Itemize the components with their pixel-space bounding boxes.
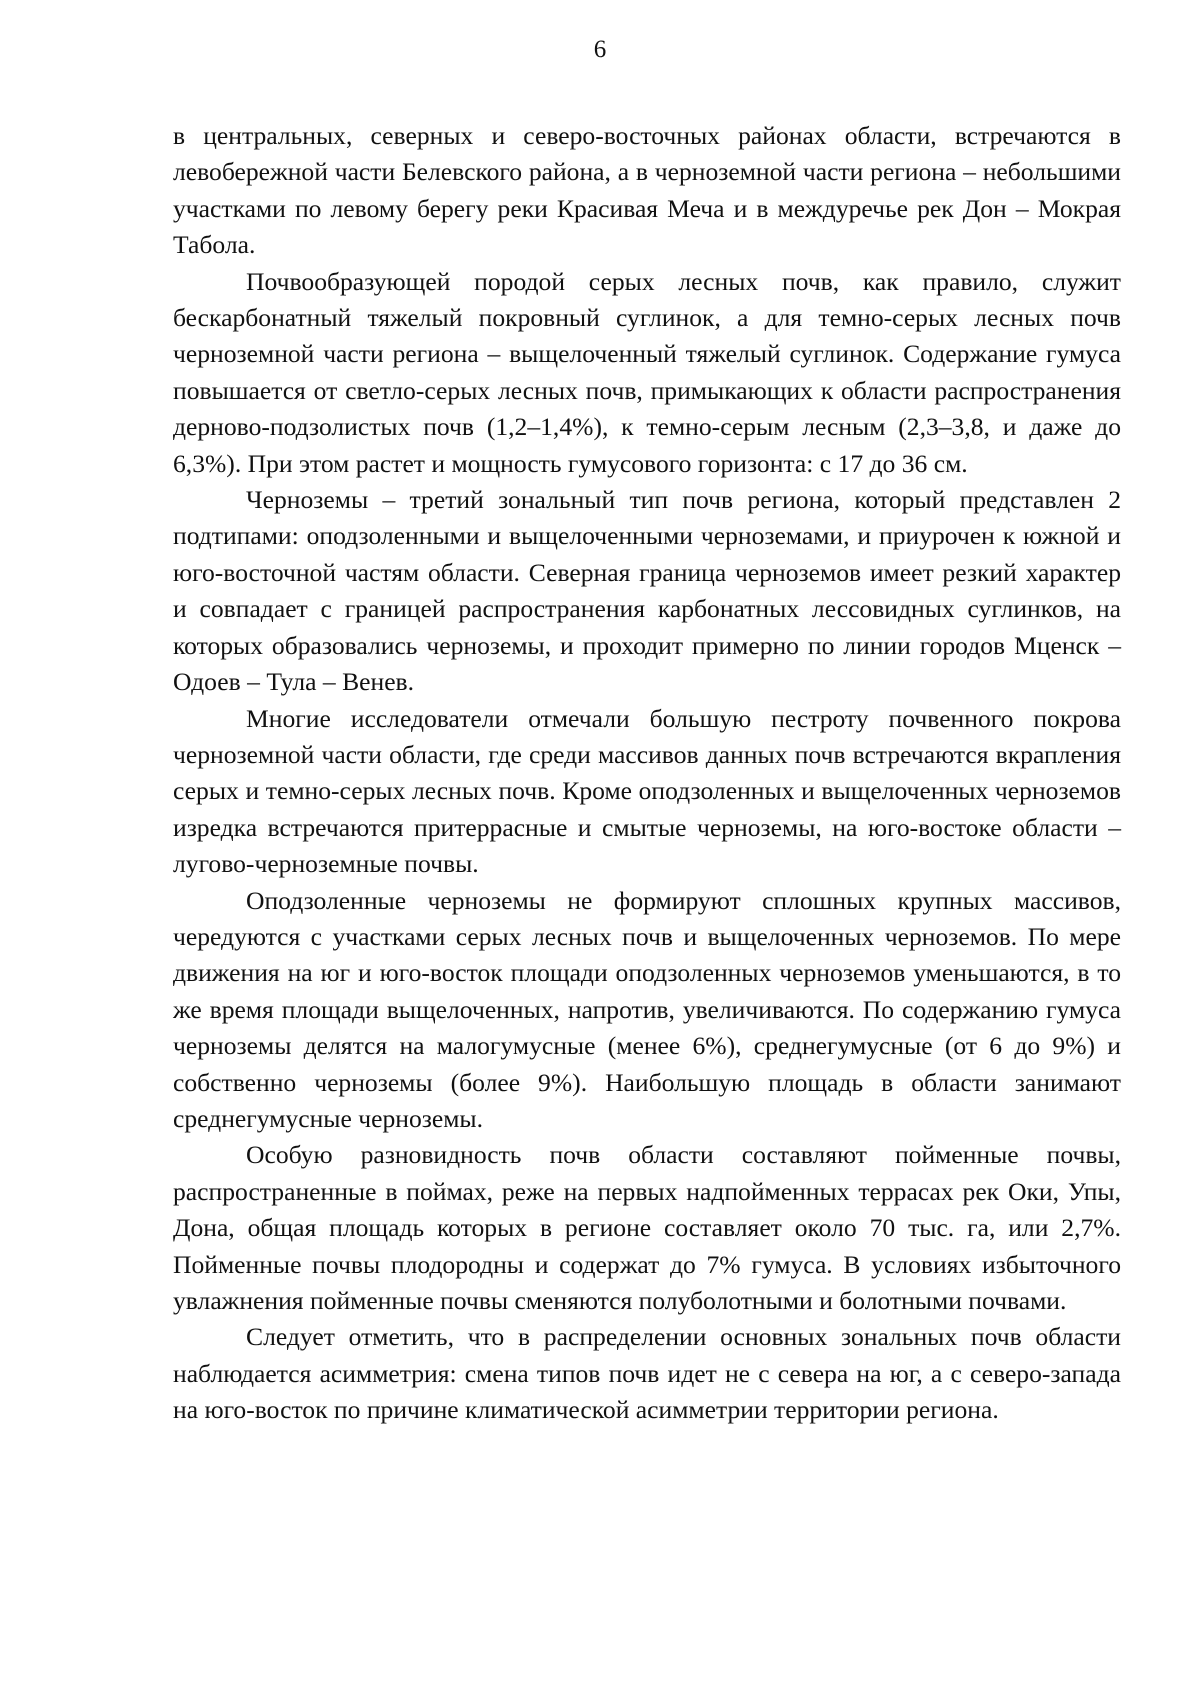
document-body — [173, 118, 1121, 1429]
paragraph-soil-forming-rocks: Почвообразующей породой серых лесных почв, как правило, служит бескарбонатный тяжелый покровный суглинок, а для темно-серых лесных почв черноземной части региона – выщелоченный тяжелый суглинок. Содержание гумуса повышается от светло-серых лесных почв, примыкающих к области распространения дерново-подзолистых почв (1,2–1,4%), к темно-серым лесным (2,3–3,8, и даже до 6,3%). При этом растет и мощность гумусового горизонта: с 17 до 36 см. — [173, 266, 1121, 478]
page-number: 6 — [593, 36, 607, 63]
paragraph-asymmetry: Следует отметить, что в распределении основных зональных почв области наблюдается асимметрия: смена типов почв идет не с севера на юг, а с северо-запада на юго-восток по причине климатической асимметрии территории региона. — [173, 1322, 1121, 1425]
paragraph-podzolized-chernozems: Оподзоленные черноземы не формируют сплошных крупных массивов, чередуются с участками серых лесных почв и выщелоченных черноземов. По мере движения на юг и юго-восток площади оподзоленных черноземов уменьшаются, в то же время площади выщелоченных, напротив, увеличиваются. По содержанию гумуса черноземы делятся на малогумусные (менее 6%), среднегумусные (от 6 до 9%) и собственно черноземы (более 9%). Наибольшую площадь в области занимают среднегумусные черноземы. — [173, 885, 1121, 1133]
paragraph-continuation: в центральных, северных и северо-восточных районах области, встречаются в левобережной части Белевского района, а в черноземной части региона – небольшими участками по левому берегу реки Красивая Меча и в междуречье рек Дон – Мокрая Табола. — [173, 121, 1121, 260]
paragraph-floodplain-soils: Особую разновидность почв области составляют пойменные почвы, распространенные в поймах, реже на первых надпойменных террасах рек Оки, Упы, Дона, общая площадь которых в регионе составляет около 70 тыс. га, или 2,7%. Пойменные почвы плодородны и содержат до 7% гумуса. В условиях избыточного увлажнения пойменные почвы сменяются полуболотными и болотными почвами. — [173, 1140, 1121, 1315]
paragraph-soil-diversity: Многие исследователи отмечали большую пестроту почвенного покрова черноземной части области, где среди массивов данных почв встречаются вкрапления серых и темно-серых лесных почв. Кроме оподзоленных и выщелоченных черноземов изредка встречаются притеррасные и смытые черноземы, на юго-востоке области – лугово-черноземные почвы. — [173, 703, 1121, 879]
paragraph-chernozems: Черноземы – третий зональный тип почв региона, который представлен 2 подтипами: оподзоленными и выщелоченными черноземами, и приурочен к южной и юго-восточной частям области. Северная граница черноземов имеет резкий характер и совпадает с границей распространения карбонатных лессовидных суглинков, на которых образовались черноземы, и проходит примерно по линии городов Мценск – Одоев – Тула – Венев. — [173, 485, 1121, 697]
